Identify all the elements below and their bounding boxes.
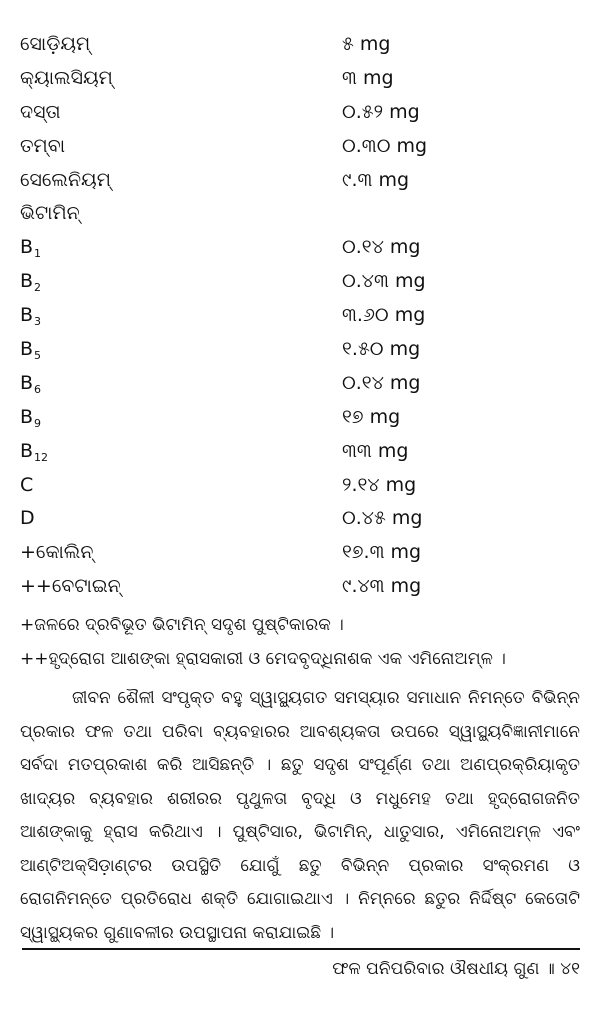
nutrient-name-text: B [20,405,34,428]
page-footer: ଫଳ ପନିପରିବାର ଔଷଧୀୟ ଗୁଣ ॥ ୪୧ [332,959,580,979]
nutrient-row [20,469,580,503]
nutrient-subscript: 9 [34,416,42,430]
nutrient-name [20,197,80,231]
nutrient-row [20,401,580,435]
nutrient-name-text: B [20,304,34,327]
nutrient-row [20,502,580,536]
nutrient-subscript: 3 [34,315,42,329]
nutrient-row [20,333,580,367]
nutrient-name-text: ସେଲେନିୟମ୍ [20,168,111,191]
nutrient-name [20,62,113,96]
nutrient-name-text: ତମ୍ବା [20,134,66,157]
nutrient-value: ୯.୩ mg [342,168,410,191]
nutrient-row [20,130,580,164]
body-paragraph [20,682,580,950]
footer-divider [22,948,580,950]
nutrient-subscript: 5 [34,349,42,363]
nutrient-value: ୦.୧୪ mg [342,236,421,259]
nutrient-row [20,299,580,333]
nutrient-name-text: B [20,371,34,394]
nutrient-name-text: ++ବେଟାଇନ୍ [20,575,121,598]
nutrient-value: ୩ mg [342,66,394,89]
footnotes [20,608,582,676]
nutrient-value: ୧୭.୩ mg [342,541,422,564]
nutrient-value: ୦.୪୩ mg [342,270,426,293]
nutrient-value: ୦.୧୪ mg [342,371,421,394]
nutrient-subscript: 2 [34,281,42,295]
nutrient-value: ୧.୫୦ mg [342,338,421,361]
nutrient-name-text: B [20,439,34,462]
nutrient-row [20,96,580,130]
nutrient-row [20,164,580,198]
nutrient-name [20,130,65,164]
nutrient-name-text: B [20,338,34,361]
nutrient-value: ୯.୪୩ mg [342,575,422,598]
nutrient-subscript: 12 [34,450,49,464]
nutrient-name [20,28,90,62]
nutrient-subscript: 1 [34,247,42,261]
nutrient-row [20,435,580,469]
nutrient-name-text: C [20,473,34,496]
body-paragraph-text: ଜୀବନ ଶୈଳୀ ସଂପୃକ୍ତ ବହୁ ସ୍ୱାସ୍ଥ୍ୟଗତ ସମସ୍ୟାର ସମାଧାନ ନିମନ୍ତେ ବିଭିନ୍ନ ପ୍ରକାର ଫଳ ତଥା ପରିବା ବ୍ୟବହାରର ଆବଶ୍ୟକତା ଉପରେ ସ୍ୱାସ୍ଥ୍ୟବିଜ୍ଞାନୀମାନେ ସର୍ବଦା ମତପ୍ରକାଶ କରି ଆସିଛନ୍ତି । ଛତୁ ସଦୃଶ ସଂପୂର୍ଣ୍ଣ ତଥା ଅଣପ୍ରକ୍ରିୟାକୃତ ଖାଦ୍ୟର ବ୍ୟବହାର ଶରୀରର ପୃଥୁଳତା ବୃଦ୍ଧି ଓ ମଧୁମେହ ତଥା ହୃଦ୍‌ରୋଗଜନିତ ଆଶଙ୍କାକୁ ହ୍ରାସ କରିଥାଏ । ପୁଷ୍ଟିସାର, ଭିଟାମିନ୍, ଧାତୁସାର, ଏମିନୋଅମ୍ଳ ଏବଂ ଆଣ୍ଟିଅକ୍‌ସିଡ଼ାଣ୍ଟର ଉପସ୍ଥିତି ଯୋଗୁଁ ଛତୁ ବିଭିନ୍ନ ପ୍ରକାର ସଂକ୍ରମଣ ଓ ରୋଗନିମନ୍ତେ ପ୍ରତିରୋଧ ଶକ୍ତି ଯୋଗାଇଥାଏ । ନିମ୍ନରେ ଛତୁର ନିର୍ଦ୍ଦିଷ୍ଟ କେତୋଟି ସ୍ୱାସ୍ଥ୍ୟକର ଗୁଣାବଳୀର ଉପସ୍ଥାପନା କରାଯାଇଛି । [20,688,580,943]
nutrient-name-text: ସୋଡ଼ିୟମ୍ [20,33,91,55]
footnote-water-soluble: +ଜଳରେ ଦ୍ରବିଭୂତ ଭିଟାମିନ୍ ସଦୃଶ ପୁଷ୍ଟିକାରକ । [20,615,344,635]
nutrient-row [20,28,580,62]
nutrient-name-text: ଭିଟାମିନ୍ [20,202,80,225]
nutrient-row [20,570,580,604]
nutrient-row [20,536,580,570]
nutrient-row [20,197,580,231]
nutrient-row [20,265,580,299]
nutrient-value: ୫ mg [342,33,391,55]
nutrient-name-text: B [20,236,34,259]
nutrient-row [20,231,580,265]
nutrient-row [20,62,580,96]
nutrient-name-text: +କୋଲିନ୍ [20,541,94,564]
nutrient-value: ୦.୫୨ mg [342,100,420,123]
nutrient-name-text: କ୍ୟାଲସିୟମ୍ [20,66,113,89]
nutrient-value: ୨.୧୪ mg [342,473,417,496]
nutrient-value: ୩୩ mg [342,439,409,462]
nutrient-table [20,28,580,604]
nutrient-value: ୦.୪୫ mg [342,507,423,530]
nutrient-name [20,536,93,570]
nutrient-name-text: ଦସ୍ତା [20,100,61,123]
nutrient-name [20,570,121,604]
nutrient-name [20,164,111,198]
nutrient-value: ୧୭ mg [342,405,401,428]
nutrient-name [20,469,33,503]
nutrient-name [20,502,35,536]
nutrient-name-text: B [20,270,34,293]
nutrient-name-text: D [20,507,35,530]
nutrient-value: ୦.୩୦ mg [342,134,428,157]
footnote-amino-acid: ++ହୃଦ୍‌ରୋଗ ଆଶଙ୍କା ହ୍ରାସକାରୀ ଓ ମେଦବୃଦ୍ଧିନାଶକ ଏକ ଏମିନୋଅମ୍ଳ । [20,649,506,669]
nutrient-value: ୩.୬୦ mg [342,304,426,327]
nutrient-name [20,96,61,130]
nutrient-row [20,367,580,401]
nutrient-subscript: 6 [34,382,42,396]
